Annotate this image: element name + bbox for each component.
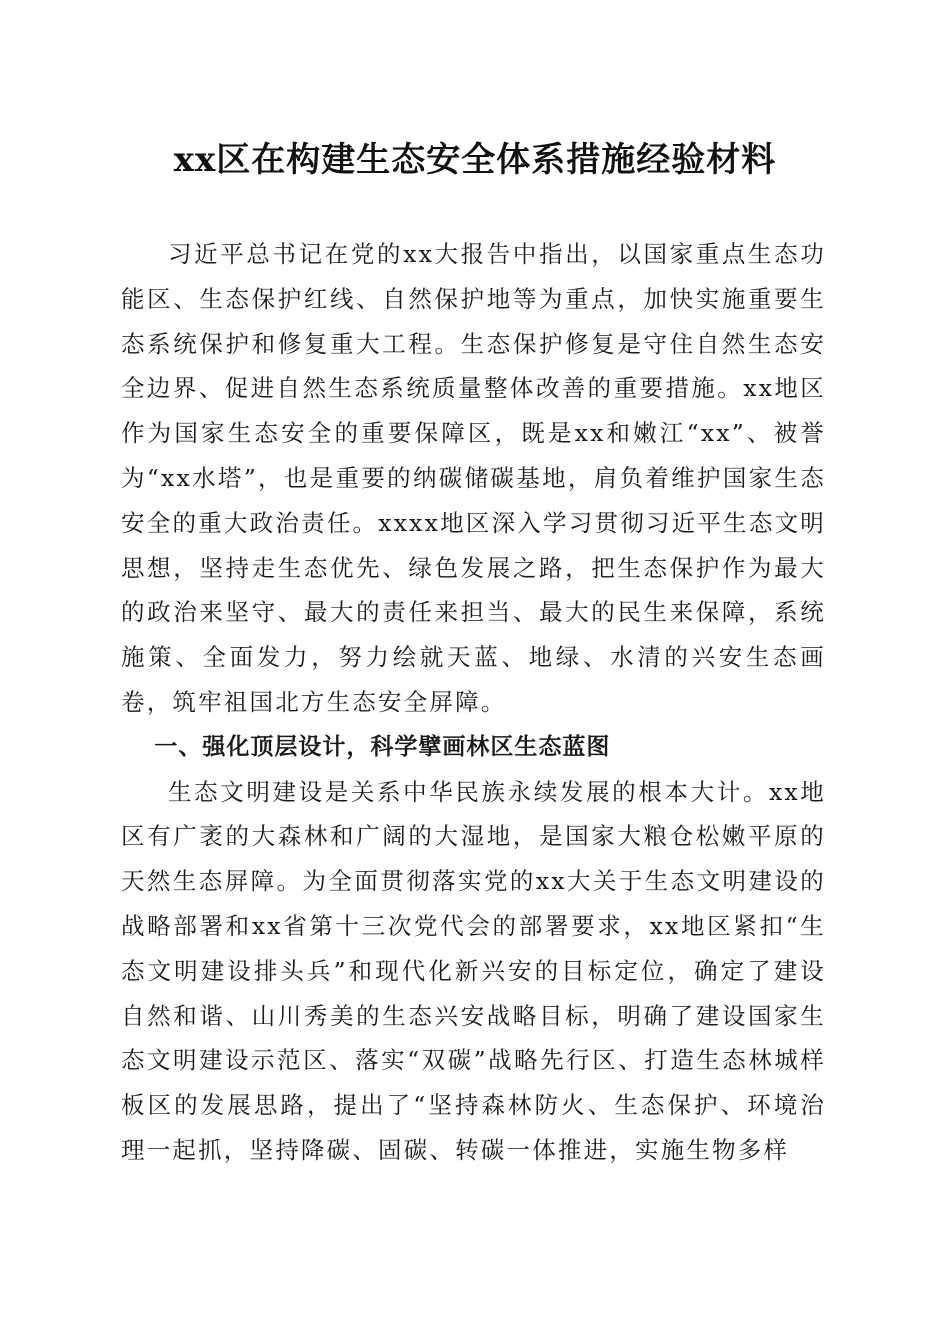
document-body xyxy=(121,232,826,1173)
document-title: xx区在构建生态安全体系措施经验材料 xyxy=(173,140,777,180)
intro-paragraph: 习近平总书记在党的xx大报告中指出，以国家重点生态功能区、生态保护红线、自然保护地等为重点，加快实施重要生态系统保护和修复重大工程。生态保护修复是守住自然生态安全边界、促进自然生态系统质量整体改善的重要措施。xx地区作为国家生态安全的重要保障区，既是xx和嫩江“xx”、被誉为“xx水塔”，也是重要的纳碳储碳基地，肩负着维护国家生态安全的重大政治责任。xxxx地区深入学习贯彻习近平生态文明思想，坚持走生态优先、绿色发展之路，把生态保护作为最大的政治来坚守、最大的责任来担当、最大的民生来保障，系统施策、全面发力，努力绘就天蓝、地绿、水清的兴安生态画卷，筑牢祖国北方生态安全屏障。 xyxy=(121,240,826,716)
section-1-paragraph: 生态文明建设是关系中华民族永续发展的根本大计。xx地区有广袤的大森林和广阔的大湿地，是国家大粮仓松嫩平原的天然生态屏障。为全面贯彻落实党的xx大关于生态文明建设的战略部署和xx省第十三次党代会的部署要求，xx地区紧扣“生态文明建设排头兵”和现代化新兴安的目标定位，确定了建设自然和谐、山川秀美的生态兴安战略目标，明确了建设国家生态文明建设示范区、落实“双碳”战略先行区、打造生态林城样板区的发展思路，提出了“坚持森林防火、生态保护、环境治理一起抓，坚持降碳、固碳、转碳一体推进，实施生物多样 xyxy=(121,777,826,1164)
section-heading-1: 一、强化顶层设计，科学擘画林区生态蓝图 xyxy=(154,733,611,760)
